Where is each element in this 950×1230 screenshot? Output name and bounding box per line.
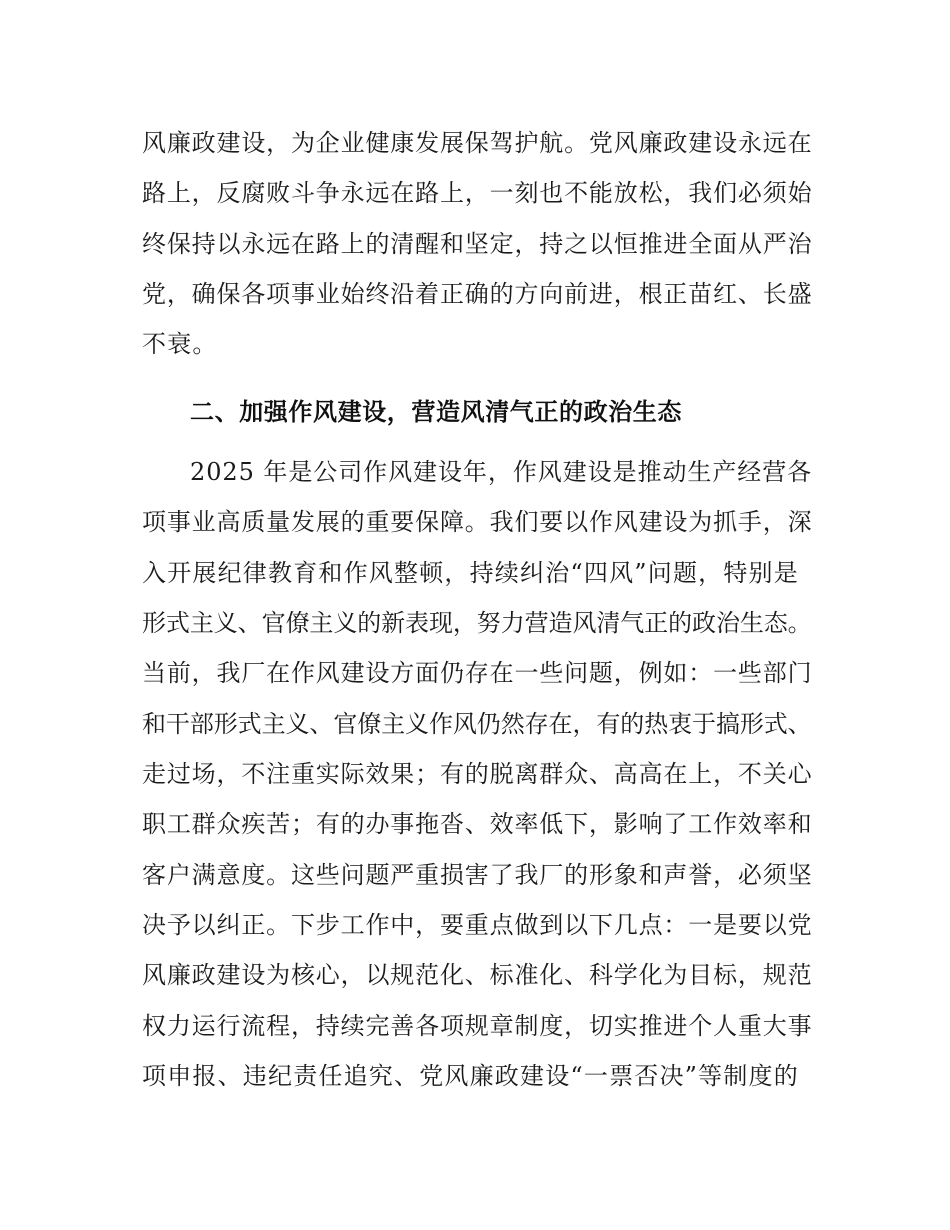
paragraph-line: 路上，反腐败斗争永远在路上，一刻也不能放松，我们必须始 [142,179,813,207]
paragraph-line: 项事业高质量发展的重要保障。我们要以作风建设为抓手，深 [142,508,813,536]
paragraph-line: 和干部形式主义、官僚主义作风仍然存在，有的热衷于搞形式、 [142,710,812,738]
paragraph-line: 项申报、违纪责任追究、党风廉政建设“一票否决”等制度的 [142,1062,799,1090]
section-heading: 二、加强作风建设，营造风清气正的政治生态 [190,398,682,426]
paragraph-line: 决予以纠正。下步工作中，要重点做到以下几点：一是要以党 [142,911,813,939]
paragraph-line: 当前，我厂在作风建设方面仍存在一些问题，例如：一些部门 [142,659,813,687]
paragraph-line: 不衰。 [142,330,218,358]
paragraph-line: 终保持以永远在路上的清醒和坚定，持之以恒推进全面从严治 [142,230,813,258]
paragraph-line: 权力运行流程，持续完善各项规章制度，切实推进个人重大事 [142,1012,813,1040]
paragraph-line: 入开展纪律教育和作风整顿，持续纠治“四风”问题，特别是 [142,559,799,587]
paragraph-line: 风廉政建设，为企业健康发展保驾护航。党风廉政建设永远在 [142,129,813,157]
paragraph-line: 党，确保各项事业始终沿着正确的方向前进，根正苗红、长盛 [142,280,813,308]
paragraph-line: 走过场，不注重实际效果；有的脱离群众、高高在上，不关心 [142,760,813,788]
paragraph-line: 风廉政建设为核心，以规范化、标准化、科学化为目标，规范 [142,961,813,989]
paragraph-line: 客户满意度。这些问题严重损害了我厂的形象和声誉，必须坚 [142,861,813,889]
paragraph-line: 2025 年是公司作风建设年，作风建设是推动生产经营各 [190,458,813,486]
paragraph-line: 形式主义、官僚主义的新表现，努力营造风清气正的政治生态。 [142,609,812,637]
paragraph-line: 职工群众疾苦；有的办事拖沓、效率低下，影响了工作效率和 [142,810,813,838]
